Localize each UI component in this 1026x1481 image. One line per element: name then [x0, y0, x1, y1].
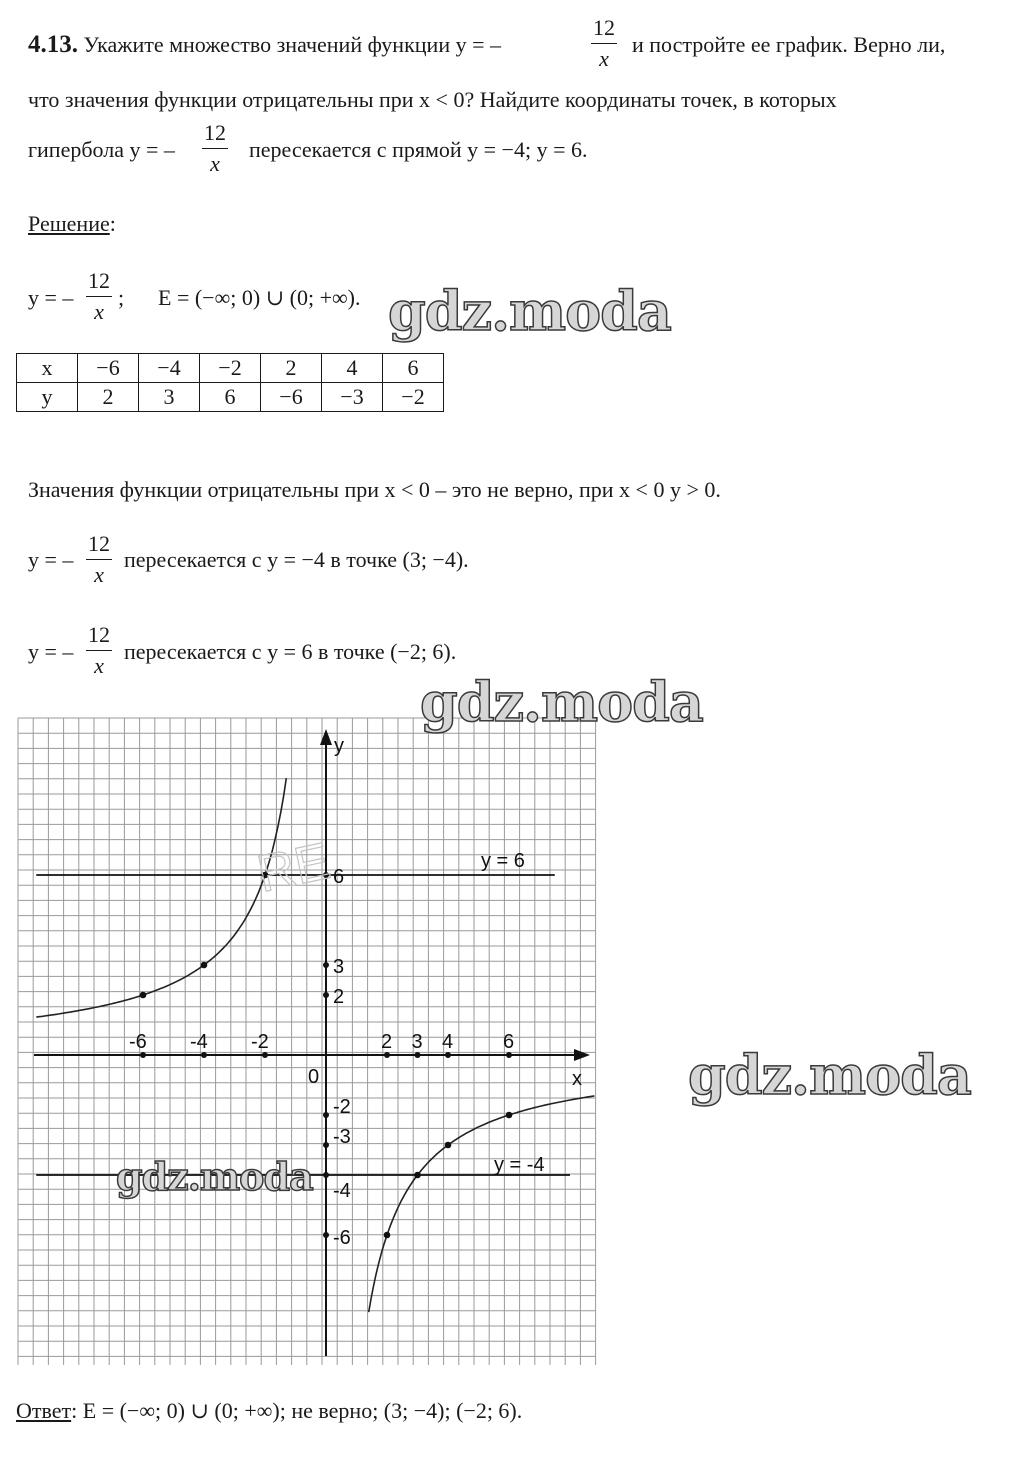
watermark: gdz.moda [388, 279, 671, 343]
table-cell: −6 [78, 354, 139, 383]
answer-label: Ответ [16, 1398, 72, 1423]
fraction-numerator: 12 [88, 531, 110, 556]
hyperbola-branch-left [36, 778, 286, 1017]
answer-text: : E = (−∞; 0) ∪ (0; +∞); не верно; (3; −4); (−2; 6). [71, 1398, 523, 1423]
table-cell: 3 [139, 383, 200, 412]
y-tick-dot [323, 1112, 329, 1118]
graph-lines [36, 875, 570, 1175]
range-formula: E = (−∞; 0) ∪ (0; +∞). [158, 285, 361, 310]
curve-point [201, 962, 208, 969]
y-tick-label: -2 [333, 1096, 351, 1118]
watermark: gdz.moda [420, 670, 703, 734]
problem-text-3b: пересекается с прямой y = −4; y = 6. [249, 137, 588, 162]
formula-prefix-2: y = – [28, 547, 74, 572]
y-tick-label: -4 [333, 1180, 351, 1202]
fraction-numerator: 12 [88, 268, 110, 293]
x-tick-label: -6 [129, 1031, 147, 1053]
table-header-x: x [17, 354, 78, 383]
table-cell: 6 [200, 383, 261, 412]
origin-label: 0 [308, 1066, 320, 1088]
fraction-denominator: x [94, 299, 104, 324]
y-tick-label: 2 [333, 986, 345, 1008]
table-header-y: y [17, 383, 78, 412]
solution-heading-text: Решение [28, 211, 110, 236]
table-cell: −3 [322, 383, 383, 412]
fraction-denominator: x [94, 653, 104, 678]
x-tick-label: 4 [442, 1031, 454, 1053]
fraction-numerator: 12 [88, 622, 110, 647]
intersection-2: пересекается с y = 6 в точке (−2; 6). [124, 639, 457, 664]
y-tick-label: 3 [333, 956, 345, 978]
x-axis-label: x [572, 1068, 582, 1090]
fraction-denominator: x [94, 562, 104, 587]
problem-number: 4.13. [28, 31, 78, 58]
curve-point [506, 1112, 513, 1119]
formula-prefix: y = – [28, 285, 74, 310]
x-tick-label: 6 [503, 1031, 515, 1053]
y-tick-dot [323, 1142, 329, 1148]
negativity-statement: Значения функции отрицательны при x < 0 – это не верно, при x < 0 y > 0. [28, 477, 721, 502]
curve-point [140, 992, 147, 999]
problem-text-3a: гипербола y = – [28, 137, 175, 162]
y-tick-dot [323, 992, 329, 998]
y-axis-label: y [334, 735, 344, 757]
y-tick-label: -6 [333, 1227, 351, 1249]
curve-point [445, 1142, 452, 1149]
y-tick-dot [323, 1172, 329, 1178]
table-cell: −2 [200, 354, 261, 383]
y-tick-label: 6 [333, 866, 345, 888]
table-cell: −6 [261, 383, 322, 412]
formula-semicolon: ; [118, 285, 125, 310]
y-tick-label: -3 [333, 1126, 351, 1148]
problem-text-1b: и постройте ее график. Верно ли, [632, 32, 946, 57]
answer-line [16, 1400, 522, 1422]
x-axis-arrow-icon [574, 1049, 590, 1061]
x-tick-label: 3 [411, 1031, 423, 1053]
y-tick-dot [323, 1232, 329, 1238]
x-tick-label: -2 [251, 1031, 269, 1053]
x-tick-label: 2 [381, 1031, 393, 1053]
faint-mark: RE [252, 831, 336, 904]
line-y-minus-4-label: y = -4 [494, 1154, 545, 1176]
fraction-numerator: 12 [204, 120, 226, 145]
table-cell: 6 [383, 354, 444, 383]
formula-prefix-3: y = – [28, 639, 74, 664]
table-cell: 2 [78, 383, 139, 412]
fraction-denominator: x [599, 46, 609, 71]
x-tick-label: -4 [190, 1031, 208, 1053]
fraction-numerator: 12 [593, 15, 615, 40]
curve-point [414, 1172, 421, 1179]
line-y-6-label: y = 6 [481, 850, 525, 872]
table-cell: 2 [261, 354, 322, 383]
table-cell: −2 [383, 383, 444, 412]
fraction-denominator: x [210, 151, 220, 176]
problem-text-1a: Укажите множество значений функции y = – [83, 32, 501, 57]
solution-heading-colon: : [109, 211, 116, 236]
table-cell: −4 [139, 354, 200, 383]
watermark: gdz.moda [688, 1043, 971, 1107]
table-cell: 4 [322, 354, 383, 383]
problem-text-2: что значения функции отрицательны при x < 0? Найдите координаты точек, в которых [28, 87, 837, 112]
intersection-1: пересекается с y = −4 в точке (3; −4). [124, 547, 469, 572]
y-tick-dot [323, 962, 329, 968]
watermark: gdz.moda [116, 1154, 313, 1199]
curve-point [384, 1232, 391, 1239]
